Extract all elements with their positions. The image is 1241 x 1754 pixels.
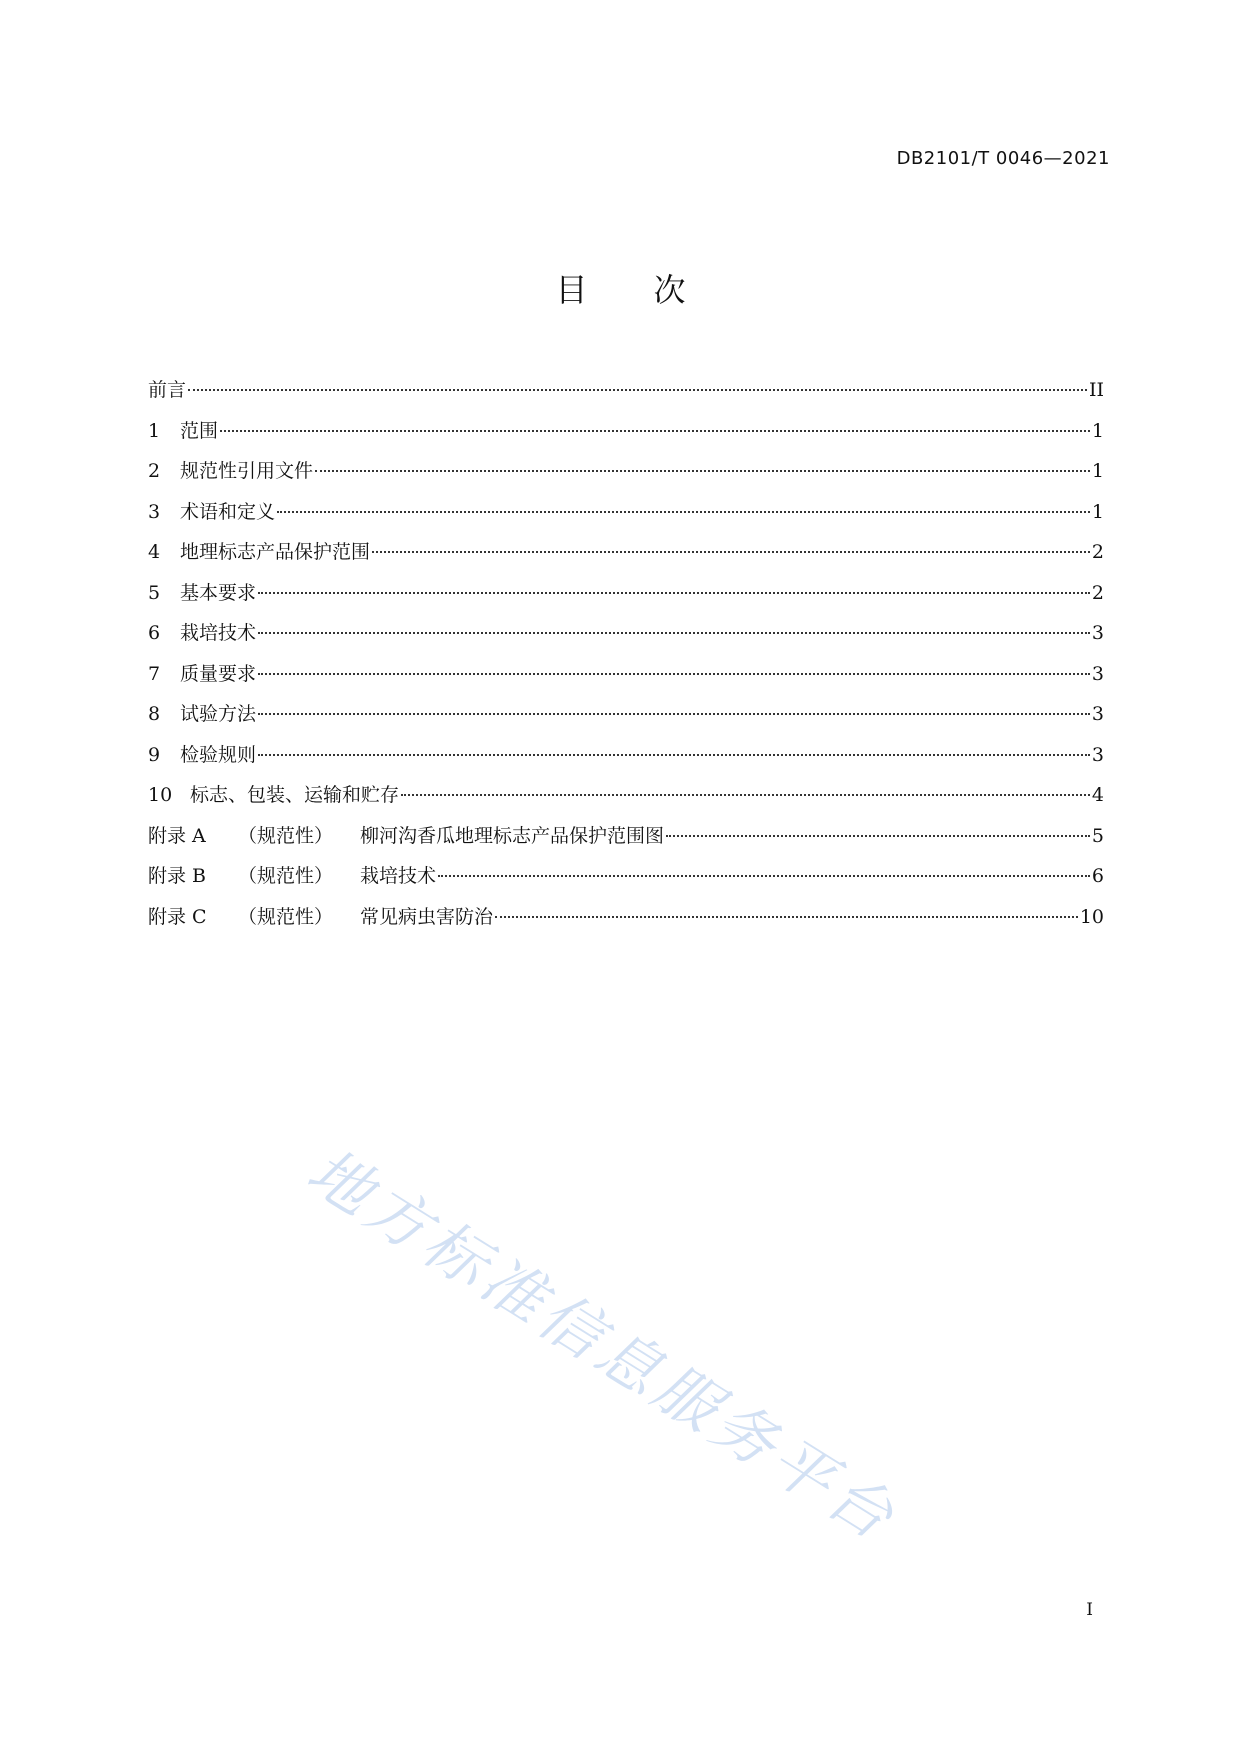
dot-leader <box>401 794 1090 796</box>
dot-leader <box>258 754 1090 756</box>
toc-entry-title: 地理标志产品保护范围 <box>180 541 371 563</box>
toc-title: 目次 <box>555 271 752 309</box>
toc-entry-page: 5 <box>1091 824 1104 847</box>
document-code: DB2101/T 0046—2021 <box>896 148 1110 169</box>
toc-entry-title: 前言 <box>148 379 187 401</box>
toc-entry-page: 3 <box>1091 622 1104 644</box>
toc-entry-number: 附录 C <box>148 905 207 928</box>
toc-entry-title: 柳河沟香瓜地理标志产品保护范围图 <box>360 824 665 847</box>
dot-leader <box>315 470 1090 472</box>
toc-entry-number: 附录 A <box>148 824 206 847</box>
table-of-contents <box>148 370 1104 937</box>
toc-entry-number: 8 <box>148 703 161 725</box>
toc-entry-section-7[interactable] <box>148 654 1104 695</box>
toc-entry-section-3[interactable] <box>148 492 1104 533</box>
toc-entry-title: 栽培技术 <box>180 622 257 644</box>
toc-entry-title: 基本要求 <box>180 581 257 604</box>
toc-entry-title: 质量要求 <box>180 662 257 685</box>
toc-entry-section-10[interactable] <box>148 775 1104 816</box>
toc-entry-section-4[interactable] <box>148 532 1104 573</box>
dot-leader <box>666 835 1090 837</box>
dot-leader <box>438 875 1090 877</box>
toc-entry-page: II <box>1088 379 1104 401</box>
toc-entry-section-2[interactable] <box>148 451 1104 492</box>
toc-entry-foreword[interactable] <box>148 370 1104 411</box>
toc-entry-title: 规范性引用文件 <box>180 460 314 482</box>
toc-entry-number: 5 <box>148 581 161 604</box>
toc-entry-section-9[interactable] <box>148 735 1104 776</box>
dot-leader <box>258 713 1090 715</box>
toc-entry-page: 2 <box>1091 581 1104 604</box>
toc-entry-page: 3 <box>1091 743 1104 766</box>
toc-entry-title: 试验方法 <box>180 703 257 725</box>
toc-entry-number: 7 <box>148 662 161 685</box>
dot-leader <box>258 673 1090 675</box>
toc-entry-number: 4 <box>148 541 161 563</box>
toc-entry-nature: （规范性） <box>238 824 334 847</box>
toc-entry-title: 常见病虫害防治 <box>360 905 494 928</box>
toc-entry-number: 6 <box>148 622 161 644</box>
dot-leader <box>495 916 1078 918</box>
dot-leader <box>220 430 1090 432</box>
toc-entry-section-5[interactable] <box>148 573 1104 614</box>
toc-entry-section-1[interactable] <box>148 411 1104 452</box>
toc-entry-page: 10 <box>1079 905 1104 928</box>
toc-entry-appendix-b[interactable] <box>148 856 1104 897</box>
toc-entry-title: 检验规则 <box>180 743 257 766</box>
toc-entry-page: 1 <box>1091 419 1104 442</box>
toc-entry-section-6[interactable] <box>148 613 1104 654</box>
toc-entry-section-8[interactable] <box>148 694 1104 735</box>
toc-entry-nature: （规范性） <box>238 905 334 928</box>
dot-leader <box>258 592 1090 594</box>
toc-entry-page: 4 <box>1091 784 1104 806</box>
toc-entry-page: 3 <box>1091 662 1104 685</box>
dot-leader <box>372 551 1090 553</box>
toc-entry-title: 标志、包装、运输和贮存 <box>190 784 400 806</box>
toc-entry-number: 9 <box>148 743 161 766</box>
toc-entry-number: 1 <box>148 419 161 442</box>
toc-entry-appendix-a[interactable] <box>148 816 1104 857</box>
toc-entry-page: 2 <box>1091 541 1104 563</box>
toc-entry-number: 10 <box>148 784 173 806</box>
toc-entry-number: 2 <box>148 460 161 482</box>
toc-entry-nature: （规范性） <box>238 865 334 887</box>
dot-leader <box>188 389 1087 391</box>
toc-entry-page: 3 <box>1091 703 1104 725</box>
toc-entry-page: 1 <box>1091 460 1104 482</box>
toc-entry-title: 术语和定义 <box>180 500 276 523</box>
toc-entry-appendix-c[interactable] <box>148 897 1104 938</box>
dot-leader <box>277 511 1090 513</box>
toc-entry-page: 6 <box>1091 865 1104 887</box>
toc-entry-page: 1 <box>1091 500 1104 523</box>
toc-entry-title: 栽培技术 <box>360 865 437 887</box>
watermark: 地方标准信息服务平台 <box>295 1133 911 1557</box>
toc-entry-number: 3 <box>148 500 161 523</box>
dot-leader <box>258 632 1090 634</box>
toc-entry-title: 范围 <box>180 419 219 442</box>
toc-entry-number: 附录 B <box>148 865 207 887</box>
page-number: I <box>1086 1600 1093 1620</box>
